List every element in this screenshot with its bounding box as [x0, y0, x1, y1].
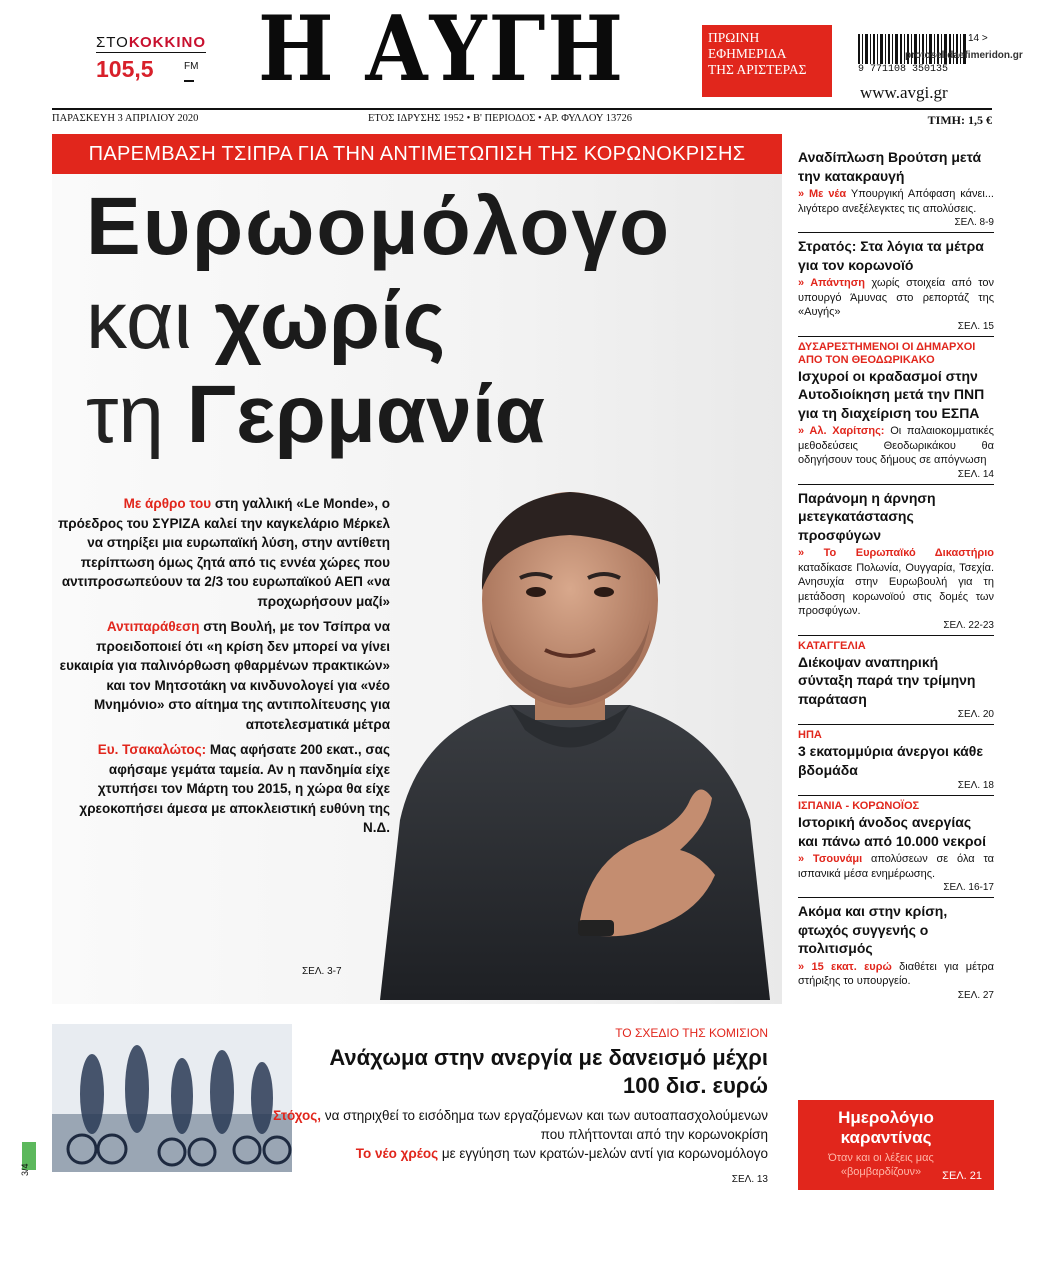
sidebar-item-body: » Τσουνάμι απολύσεων σε όλα τα ισπανικά μέσα ενημέρωσης.	[798, 853, 994, 880]
headline-line-2: και χωρίς	[86, 275, 446, 366]
sidebar-item-body: » Απάντηση χωρίς στοιχεία από τον υπουργό Άμυνας στο ρεπορτάζ της «Αυγής»	[798, 277, 994, 318]
bottom-title: Ανάχωμα στην ανεργία με δανεισμό μέχρι 100 δισ. ευρώ	[329, 1045, 768, 1098]
issue-date: ΠΑΡΑΣΚΕΥΗ 3 ΑΠΡΙΛΙΟΥ 2020	[52, 113, 199, 124]
sidebar-item-body: » Αλ. Χαρίτσης: Οι παλαιοκομματικές μεθοδεύσεις Θεοδωρικάκου θα οδηγήσουν τους δήμους σε απόγνωση	[798, 425, 994, 466]
tagline-line: ΠΡΩΙΝΗ	[708, 30, 760, 45]
sidebar-item-title: 3 εκατομμύρια άνεργοι κάθε βδομάδα	[798, 743, 983, 778]
tsipras-photo	[340, 480, 780, 1000]
sidebar-item-body: » 15 εκατ. ευρώ διαθέτει για μέτρα στήριξης το υπουργείο.	[798, 960, 994, 987]
sidebar-item-title: Παράνομη η άρνηση μετεγκατάστασης προσφύγων	[798, 489, 936, 543]
sidebar-item[interactable]	[798, 485, 994, 636]
tagline-line: ΤΗΣ ΑΡΙΣΤΕΡΑΣ	[708, 62, 807, 77]
sidebar-item-title: Ακόμα και στην κρίση, φτωχός συγγενής ο πολιτισμός	[798, 903, 948, 956]
sidebar-item-page: ΣΕΛ. 15	[957, 320, 994, 332]
price: ΤΙΜΗ: 1,5 €	[927, 113, 992, 127]
diary-page-ref: ΣΕΛ. 21	[942, 1170, 982, 1182]
sidebar-item-category: ΚΑΤΑΓΓΕΛΙΑ	[798, 639, 866, 652]
bottom-text	[248, 1106, 768, 1163]
sidebar-item-body: » Με νέα Υπουργική Απόφαση κάνει... λιγότερο ανεξέλεγκτες τις απολύσεις.	[798, 188, 994, 215]
bottom-line: Το νέο χρέος με εγγύηση των κρατών-μελών αντί για κορωνομόλογο	[355, 1146, 768, 1161]
bottom-kicker: ΤΟ ΣΧΕΔΙΟ ΤΗΣ ΚΟΜΙΣΙΟΝ	[615, 1026, 768, 1040]
radio-frequency: 105,5	[96, 56, 154, 82]
sidebar	[798, 144, 994, 1005]
watermark: protoselidaefimeridon.gr	[905, 50, 1023, 61]
sidebar-item-page: ΣΕΛ. 14	[957, 468, 994, 480]
sidebar-item-title: Ισχυροί οι κραδασμοί στην Αυτοδιοίκηση μετά την ΠΝΠ για τη διαχείριση του ΕΣΠΑ	[798, 367, 985, 421]
sidebar-item-title: Στρατός: Στα λόγια τα μέτρα για τον κορωνοϊό	[798, 238, 984, 273]
sidebar-item-title: Διέκοψαν αναπηρική σύνταξη παρά την τρίμηνη παράταση	[798, 653, 976, 707]
sidebar-item[interactable]	[798, 796, 994, 898]
sidebar-item-category: ΙΣΠΑΝΙΑ - ΚΟΡΩΝΟΪΟΣ	[798, 800, 920, 812]
sidebar-item[interactable]	[798, 898, 994, 1005]
bottom-line: Στόχος, να στηριχθεί το εισόδημα των εργαζόμενων και των αυτοαπασχολούμενων που πλήττονται από την κορωνοκρίση	[273, 1108, 768, 1142]
sidebar-item-page: ΣΕΛ. 22-23	[943, 619, 994, 631]
sidebar-item-page: ΣΕΛ. 18	[957, 780, 994, 791]
sidebar-item[interactable]	[798, 636, 994, 726]
headline-line-3: τη Γερμανία	[86, 369, 546, 460]
summary-paragraph: Ευ. Τσακαλώτος: Μας αφήσατε 200 εκατ., σας αφήσαμε γεμάτα ταμεία. Αν η πανδημία είχε χτυπήσει τον Μάρτη του 2015, η χώρα θα είχε χρεοκοπήσει άμεσα με αποκλειστική ευθύνη της Ν.Δ.	[79, 742, 390, 835]
side-text: 3/4	[20, 1163, 30, 1176]
founding-info: ΕΤΟΣ ΙΔΡΥΣΗΣ 1952 • Β' ΠΕΡΙΟΔΟΣ • ΑΡ. ΦΥΛΛΟΥ 13726	[368, 113, 632, 124]
barcode-number: 9 771108 350135	[858, 64, 949, 75]
main-headline	[86, 181, 776, 460]
diary-subtitle: Όταν και οι λέξεις μας «βομβαρδίζουν»	[828, 1152, 934, 1178]
website-link[interactable]: www.avgi.gr	[860, 83, 948, 102]
sidebar-item-category: ΗΠΑ	[798, 729, 822, 741]
bottom-page-ref: ΣΕΛ. 13	[731, 1174, 768, 1185]
bottom-story	[52, 1014, 782, 1189]
main-page-ref: ΣΕΛ. 3-7	[302, 966, 342, 977]
tagline-box	[702, 25, 832, 97]
dateline	[52, 108, 992, 127]
summary-paragraph: Με άρθρο του στη γαλλική «Le Monde», ο πρόεδρος του ΣΥΡΙΖΑ καλεί την καγκελάριο Μέρκελ να στηρίξει μια ευρωπαϊκή λύση, στην αντίθετη περίπτωση όμως ζητά από τις εννέα χώρες που αντιπροσωπεύουν τα 2/3 του ευρωπαϊκού ΑΕΠ «να προχωρήσουν μαζί»	[57, 496, 390, 609]
sidebar-item-category: ΔΥΣΑΡΕΣΤΗΜΕΝΟΙ ΟΙ ΔΗΜΑΡΧΟΙ ΑΠΟ ΤΟΝ ΘΕΟΔΩΡΙΚΑΚΟ	[798, 340, 976, 366]
sidebar-item-page: ΣΕΛ. 16-17	[943, 882, 994, 893]
tagline-line: ΕΦΗΜΕΡΙΔΑ	[708, 46, 787, 61]
diary-box[interactable]	[798, 1100, 994, 1190]
sidebar-item[interactable]	[798, 337, 994, 485]
radio-fm: FM	[184, 61, 199, 72]
sidebar-item[interactable]	[798, 725, 994, 796]
radio-fm-underline	[184, 80, 194, 82]
sidebar-item[interactable]	[798, 233, 994, 337]
radio-name: ΣΤΟΚΟΚΚΙΝΟ	[96, 34, 206, 51]
summary-paragraph: Αντιπαράθεση στη Βουλή, με τον Τσίπρα να προειδοποιεί ότι «η κρίση δεν μπορεί να γίνει ευκαιρία για παλινόρθωση φθαρμένων πρακτικών» και τον Μητσοτάκη να κινδυνολογεί για «νέο Μνημόνιο» στο αίτημα της αντιπολίτευσης για αποτελεσματικά μέτρα	[59, 619, 390, 732]
diary-title: Ημερολόγιο καραντίνας	[838, 1108, 934, 1147]
issue-mark: 14 >	[968, 33, 988, 44]
sidebar-item-page: ΣΕΛ. 20	[957, 709, 994, 720]
newspaper-logo: Η ΑΥΓΗ	[258, 0, 625, 102]
main-red-banner: ΠΑΡΕΜΒΑΣΗ ΤΣΙΠΡΑ ΓΙΑ ΤΗΝ ΑΝΤΙΜΕΤΩΠΙΣΗ ΤΗΣ ΚΟΡΩΝΟΚΡΙΣΗΣ	[52, 134, 782, 174]
main-summary	[56, 494, 390, 844]
sidebar-item[interactable]	[798, 144, 994, 233]
sidebar-item-body: » Το Ευρωπαϊκό Δικαστήριο καταδίκασε Πολωνία, Ουγγαρία, Τσεχία. Ανησυχία στην Ευρωβουλή για τη μετάδοση κορωνοϊού στις δομές των προσφύγων.	[798, 547, 994, 617]
sidebar-item-title: Αναδίπλωση Βρούτση μετά την κατακραυγή	[798, 149, 982, 184]
sidebar-item-page: ΣΕΛ. 27	[957, 989, 994, 1001]
radio-ad	[96, 34, 206, 83]
sidebar-item-page: ΣΕΛ. 8-9	[954, 217, 994, 228]
headline-line-1: Ευρωομόλογο	[86, 181, 672, 272]
sidebar-item-title: Ιστορική άνοδος ανεργίας και πάνω από 10.000 νεκροί	[798, 814, 986, 849]
